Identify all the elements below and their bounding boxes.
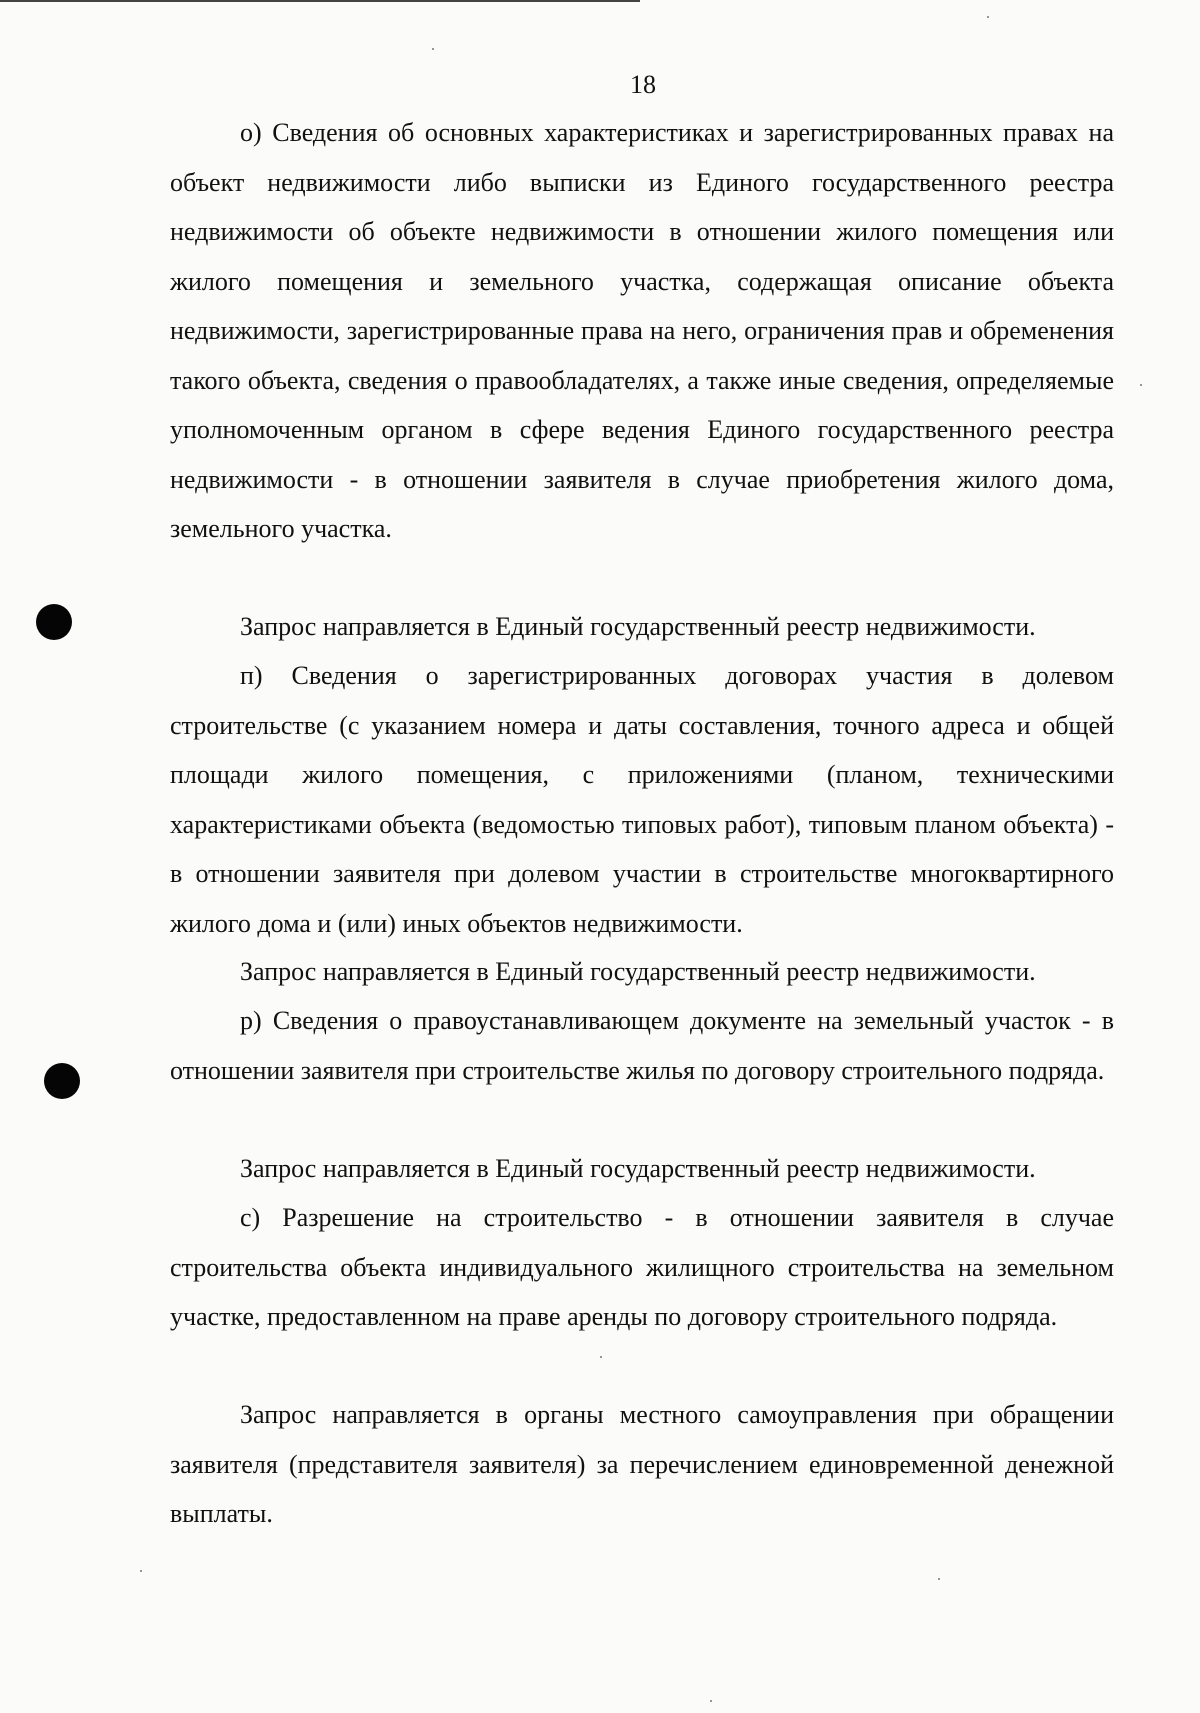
punch-hole	[36, 604, 72, 640]
paragraph-text: п) Сведения о зарегистрированных договорах участия в долевом строительстве (с указанием номера и даты составления, точного адреса и общей площади жилого помещения, с приложениями (планом, техническими характеристиками объекта (ведомостью типовых работ), типовым планом объекта) - в отношении заявителя при долевом участии в строительстве многоквартирного жилого дома и (или) иных объектов недвижимости.	[170, 661, 1114, 938]
scan-speck	[600, 1356, 602, 1358]
paragraph-text: Запрос направляется в Единый государственный реестр недвижимости.	[240, 1154, 1036, 1183]
paragraph-request-o	[170, 602, 1114, 652]
paragraph-request-p	[170, 947, 1114, 997]
scan-speck	[1140, 384, 1142, 386]
paragraph-item-s	[170, 1193, 1114, 1342]
paragraph-item-o	[170, 108, 1114, 554]
scan-edge-line	[0, 0, 640, 2]
paragraph-item-p	[170, 651, 1114, 948]
page-number: 18	[630, 70, 656, 99]
scan-speck	[140, 1570, 142, 1572]
scan-speck	[987, 16, 989, 18]
paragraph-text: о) Сведения об основных характеристиках и зарегистрированных правах на объект недвижимости либо выписки из Единого государственного реестра недвижимости об объекте недвижимости в отношении жилого помещения или жилого помещения и земельного участка, содержащая описание объекта недвижимости, зарегистрированные права на него, ограничения прав и обременения такого объекта, сведения о правообладателях, а также иные сведения, определяемые уполномоченным органом в сфере ведения Единого государственного реестра недвижимости - в отношении заявителя в случае приобретения жилого дома, земельного участка.	[170, 118, 1114, 543]
punch-hole	[44, 1063, 80, 1099]
paragraph-text: Запрос направляется в органы местного самоуправления при обращении заявителя (представителя заявителя) за перечислением единовременной денежной выплаты.	[170, 1400, 1114, 1528]
scan-speck	[710, 1700, 712, 1702]
paragraph-request-s	[170, 1390, 1114, 1539]
paragraph-request-r	[170, 1144, 1114, 1194]
paragraph-text: Запрос направляется в Единый государственный реестр недвижимости.	[240, 612, 1036, 641]
paragraph-text: Запрос направляется в Единый государственный реестр недвижимости.	[240, 957, 1036, 986]
paragraph-text: с) Разрешение на строительство - в отношении заявителя в случае строительства объекта индивидуального жилищного строительства на земельном участке, предоставленном на праве аренды по договору строительного подряда.	[170, 1203, 1114, 1331]
paragraph-text: р) Сведения о правоустанавливающем документе на земельный участок - в отношении заявителя при строительстве жилья по договору строительного подряда.	[170, 1006, 1114, 1085]
scan-speck	[432, 48, 434, 50]
scan-speck	[938, 1578, 940, 1580]
paragraph-item-r	[170, 996, 1114, 1095]
